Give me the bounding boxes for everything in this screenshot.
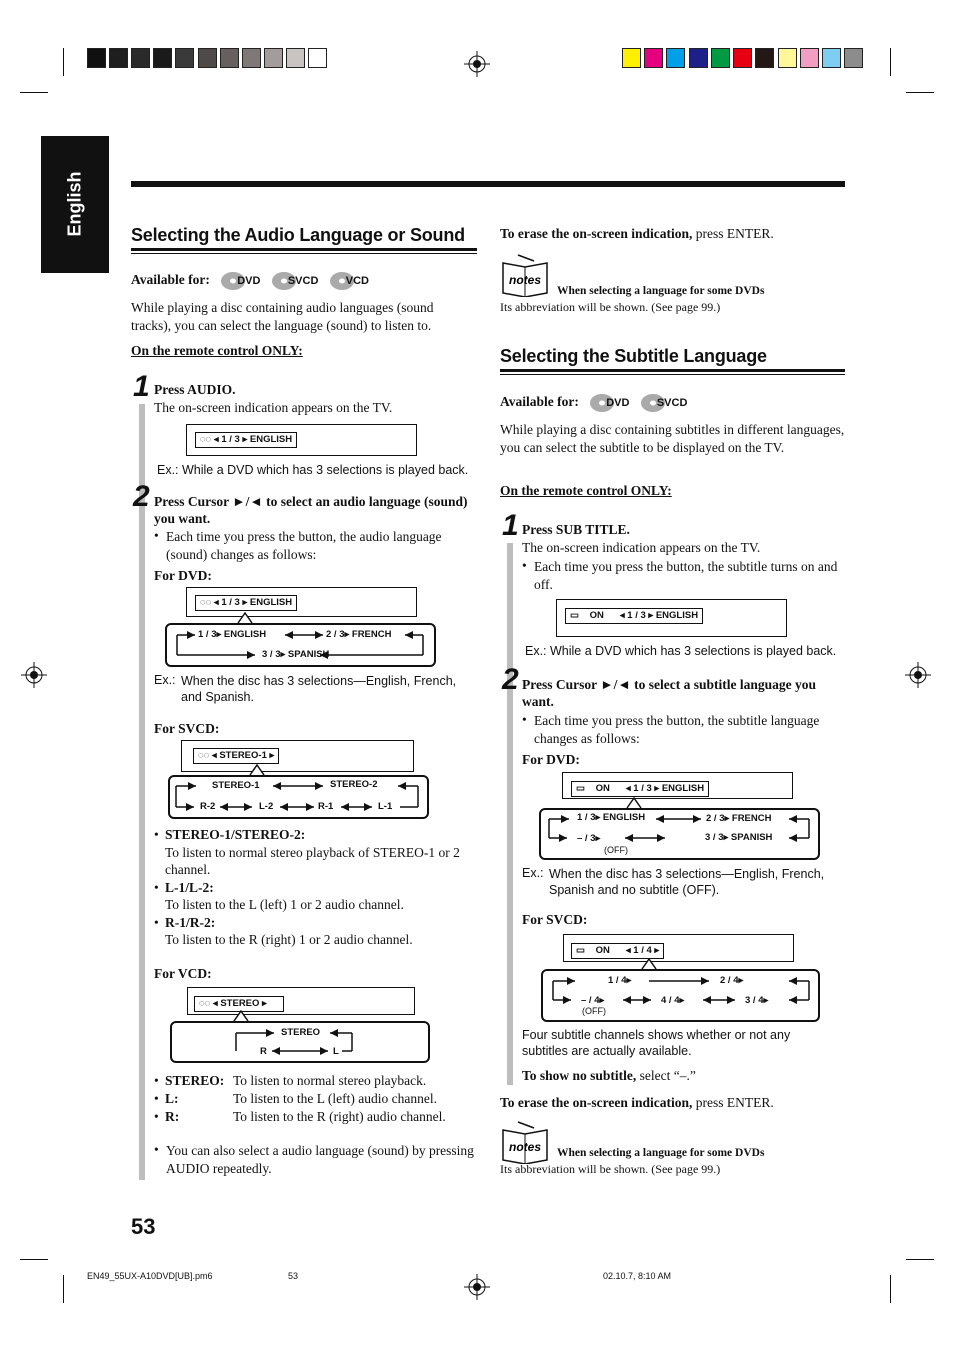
language-side-tab [41, 136, 109, 273]
erase-instruction: To erase the on-screen indication, press ENTER. [500, 226, 774, 241]
for-dvd-label: For DVD: [154, 568, 212, 583]
svcd-disc-icon: SVCD [639, 394, 688, 409]
registration-mark-icon [905, 662, 931, 688]
steps-bar [139, 404, 145, 1180]
note1-head: When selecting a language for some DVDs [557, 285, 765, 297]
step1-ex: Ex.: While a DVD which has 3 selections is played back. [157, 463, 469, 477]
audio-icon: ◌◌ ◂ [200, 434, 219, 445]
subtitle-icon: ▭ [570, 610, 579, 621]
step1-bullet: • Each time you press the button, the subtitle turns on and off. [522, 558, 838, 592]
cycle-item: STEREO-1 [212, 780, 260, 791]
dvd-subtitle-example: Ex.: When the disc has 3 selections—English, French, Spanish and no subtitle (OFF). [522, 866, 825, 897]
note1-body: Its abbreviation will be shown. (See page 99.) [500, 300, 721, 314]
footer-page: 53 [288, 1271, 299, 1281]
svcd-definitions: • STEREO-1/STEREO-2: To listen to normal stereo playback of STEREO-1 or 2 channel. • L-1/L-2: To listen to the L (left) 1 or 2 audio channel. • R-1/R-2: To listen to the R (right) 1 or 2 audio channel. [154, 827, 460, 947]
cycle-item: 3 / 3▸ SPANISH [262, 649, 330, 660]
for-svcd-label: For SVCD: [522, 912, 588, 927]
step-number: 1 [502, 509, 519, 542]
registration-mark-icon [464, 1274, 490, 1300]
step2-head: Press Cursor ►/◄ to select a subtitle language you want. [522, 677, 816, 709]
cycle-item: – / 3▸ [577, 833, 601, 844]
cycle-item: (OFF) [582, 1006, 606, 1016]
available-for: Available for: DVD SVCD [500, 392, 687, 414]
step1-body: The on-screen indication appears on the TV. [522, 540, 761, 555]
cycle-item: (OFF) [604, 845, 628, 855]
cycle-item: 3 / 4▸ [745, 995, 769, 1006]
step1-head: Press AUDIO. [154, 382, 236, 397]
cycle-arrows-icon [539, 796, 820, 860]
steps-bar [507, 543, 513, 1085]
step2-bullet: • Each time you press the button, the audio language (sound) changes as follows: [154, 528, 442, 562]
available-for: Available for: DVD SVCD VCD [131, 270, 369, 292]
right-section-title: Selecting the Subtitle Language [500, 346, 767, 366]
step1-body: The on-screen indication appears on the TV. [154, 400, 393, 415]
svcd-disc-icon: SVCD [270, 272, 322, 287]
footer-date: 02.10.7, 8:10 AM [603, 1271, 672, 1281]
notes-icon-label: notes [508, 273, 542, 287]
cycle-item: 4 / 4▸ [661, 995, 685, 1006]
osd-subtitle: ▭ ON ◂ 1 / 3 ▸ ENGLISH [565, 608, 703, 624]
cycle-item: R [260, 1046, 267, 1057]
left-section-title: Selecting the Audio Language or Sound [131, 225, 465, 245]
title-rule [131, 248, 477, 251]
step1-ex: Ex.: While a DVD which has 3 selections is played back. [525, 644, 837, 658]
osd-subtitle-dvd: ▭ ON ◂ 1 / 3 ▸ ENGLISH [571, 781, 709, 797]
osd-audio-svcd: ◌◌ ◂ STEREO-1 ▸ [193, 748, 279, 764]
cycle-item: 3 / 3▸ SPANISH [705, 832, 773, 843]
cycle-item: STEREO [281, 1027, 321, 1038]
footer-file: EN49_55UX-A10DVD[UB].pm6 [87, 1271, 213, 1281]
step-number: 1 [133, 370, 150, 403]
left-intro: While playing a disc containing audio languages (sound tracks), you can select the language (sound) to listen to. [131, 300, 434, 333]
registration-mark-icon [464, 51, 490, 77]
osd-audio-dvd: ◌◌ ◂ 1 / 3 ▸ ENGLISH [195, 595, 297, 611]
side-tab-label: English [64, 171, 85, 237]
for-vcd-label: For VCD: [154, 966, 212, 981]
cycle-item: 1 / 3▸ ENGLISH [577, 812, 646, 823]
title-rule [131, 253, 477, 254]
cycle-item: STEREO-2 [330, 779, 378, 790]
dvd-disc-icon: DVD [219, 272, 264, 287]
step-number: 2 [133, 480, 150, 513]
cycle-item: R-1 [318, 801, 334, 812]
audio-tip: • You can also select a audio language (sound) by pressing AUDIO repeatedly. [154, 1142, 474, 1176]
right-remote-only: On the remote control ONLY: [500, 483, 672, 498]
vcd-definitions: • STEREO: To listen to normal stereo playback. • L: To listen to the L (left) audio channel. • R: To listen to the R (right) audio channel. [154, 1073, 446, 1124]
cycle-item: 1 / 3▸ ENGLISH [198, 629, 267, 640]
osd-audio: ◌◌ ◂ 1 / 3 ▸ ENGLISH [195, 432, 297, 448]
step-number: 2 [502, 663, 519, 696]
no-subtitle-tip: To show no subtitle, select “–.” [522, 1068, 696, 1083]
page-number: 53 [131, 1214, 156, 1239]
cycle-item: 2 / 3▸ FRENCH [326, 629, 392, 640]
for-svcd-label: For SVCD: [154, 721, 220, 736]
svcd-subtitle-note: Four subtitle channels shows whether or not any subtitles are actually available. [522, 1028, 791, 1058]
notes-icon [500, 253, 550, 297]
cycle-item: 2 / 4▸ [720, 975, 744, 986]
cycle-item: L [333, 1046, 339, 1057]
right-intro: While playing a disc containing subtitles in different languages, you can select the subtitle to be displayed on the TV. [500, 422, 845, 455]
step1-head: Press SUB TITLE. [522, 522, 630, 537]
registration-mark-icon [21, 662, 47, 688]
notes-icon-label: notes [508, 1140, 542, 1154]
for-dvd-label: For DVD: [522, 752, 580, 767]
notes-icon [500, 1120, 550, 1164]
dvd-disc-icon: DVD [588, 394, 633, 409]
step2-head: Press Cursor ►/◄ to select an audio language (sound) you want. [154, 494, 468, 526]
note2-head: When selecting a language for some DVDs [557, 1147, 765, 1159]
osd-audio-vcd: ◌◌ ◂ STEREO ▸ [194, 996, 284, 1012]
title-rule [500, 374, 845, 375]
cycle-item: L-1 [378, 801, 393, 812]
left-remote-only: On the remote control ONLY: [131, 343, 303, 358]
cycle-item: L-2 [259, 801, 274, 812]
cycle-item: 2 / 3▸ FRENCH [706, 813, 772, 824]
osd-subtitle-svcd: ▭ ON ◂ 1 / 4 ▸ [571, 943, 664, 959]
note2-body: Its abbreviation will be shown. (See page 99.) [500, 1162, 721, 1176]
header-rule [131, 181, 845, 187]
cycle-item: R-2 [200, 801, 216, 812]
cycle-item: – / 4▸ [581, 995, 605, 1006]
step2-bullet: • Each time you press the button, the subtitle language changes as follows: [522, 712, 820, 746]
vcd-disc-icon: VCD [328, 272, 369, 287]
erase-instruction: To erase the on-screen indication, press ENTER. [500, 1095, 774, 1110]
dvd-example: Ex.: When the disc has 3 selections—English, French, and Spanish. [154, 673, 457, 704]
title-rule [500, 369, 845, 372]
cycle-item: 1 / 4▸ [608, 975, 632, 986]
